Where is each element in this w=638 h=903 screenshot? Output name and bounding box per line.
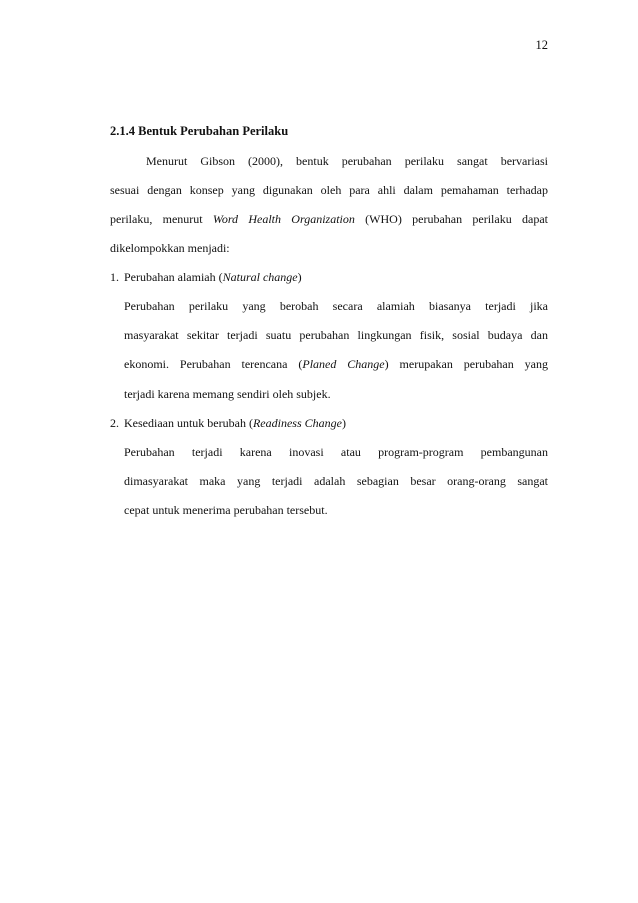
list-item-line (124, 356, 548, 372)
list-item-line: Perubahan terjadi karena inovasi atau program-program pembangunan (124, 445, 548, 459)
italic-term: Word Health Organization (212, 212, 355, 226)
list-item-line: Perubahan perilaku yang berobah secara alamiah biasanya terjadi jika (124, 299, 548, 313)
italic-term: Natural change (222, 270, 298, 284)
italic-term: Readiness Change (252, 416, 342, 430)
list-item-line: cepat untuk menerima perubahan tersebut. (124, 503, 328, 517)
text-run: ) merupakan perubahan yang (384, 357, 548, 371)
text-run: perilaku, menurut (110, 212, 213, 226)
section-heading: 2.1.4 Bentuk Perubahan Perilaku (110, 124, 289, 138)
list-item-title (110, 415, 346, 431)
list-number: 1. (110, 270, 119, 284)
paragraph-line: dikelompokkan menjadi: (110, 241, 230, 255)
text-run: Perubahan alamiah ( (124, 270, 223, 284)
list-number: 2. (110, 416, 119, 430)
text-run: ) (341, 416, 346, 430)
list-item-line: terjadi karena memang sendiri oleh subjek. (124, 387, 331, 401)
paragraph-line: Menurut Gibson (2000), bentuk perubahan perilaku sangat bervariasi (146, 154, 548, 168)
list-item-line: masyarakat sekitar terjadi suatu perubahan lingkungan fisik, sosial budaya dan (124, 328, 548, 342)
list-item-title (110, 269, 302, 285)
text-run: ) (297, 270, 302, 284)
paragraph-line (110, 211, 548, 227)
text-run: (WHO) perubahan perilaku dapat (354, 212, 549, 226)
paragraph-line: sesuai dengan konsep yang digunakan oleh para ahli dalam pemahaman terhadap (110, 183, 548, 197)
page-number: 12 (535, 38, 548, 52)
italic-term: Planed Change (302, 357, 385, 371)
text-run: Kesediaan untuk berubah ( (124, 416, 253, 430)
text-run: ekonomi. Perubahan terencana ( (124, 357, 303, 371)
list-item-line: dimasyarakat maka yang terjadi adalah sebagian besar orang-orang sangat (124, 474, 548, 488)
